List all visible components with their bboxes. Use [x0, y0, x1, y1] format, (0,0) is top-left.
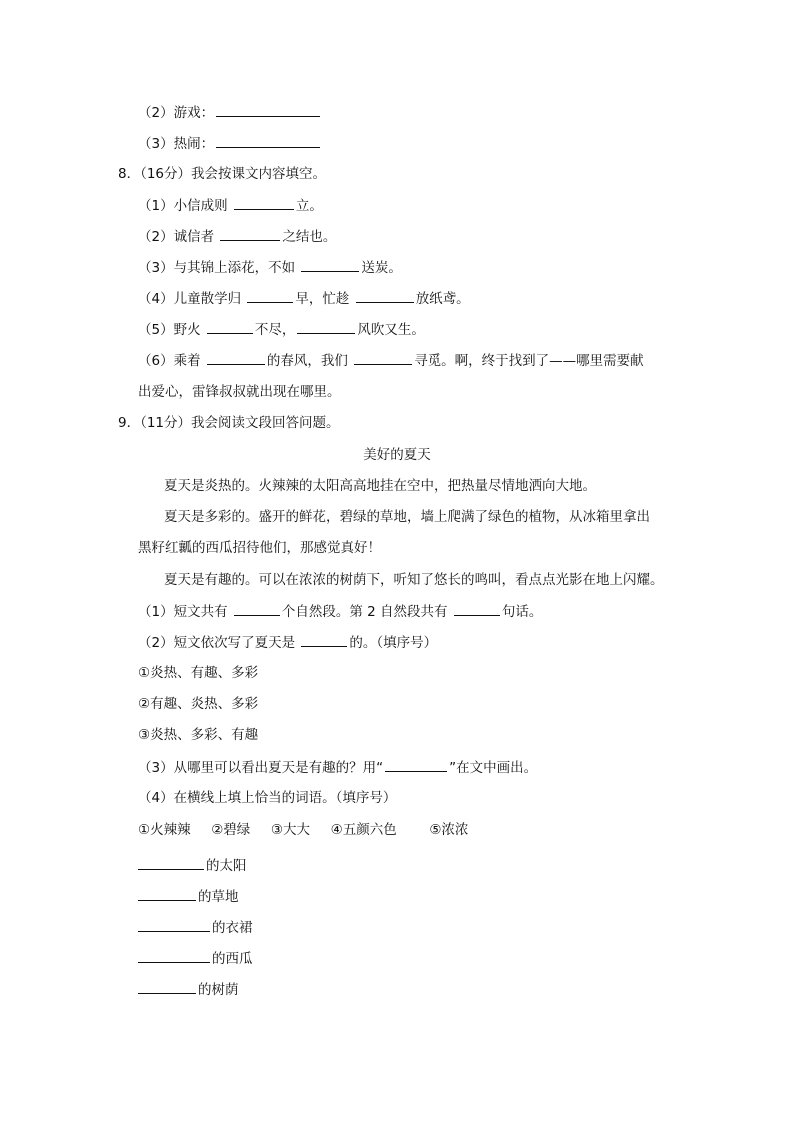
- q8-item-5-text-end: 风吹又生。: [357, 322, 425, 338]
- q9-sub-1: [138, 601, 542, 621]
- q8-item-3-text: （3）与其锦上添花，不如: [138, 260, 300, 276]
- fill-line-5-text: 的树荫: [198, 982, 239, 998]
- q9-header: 9．（11分）我会阅读文段回答问题。: [118, 415, 340, 431]
- word-option: ④五颜六色: [330, 822, 397, 838]
- answer-blank[interactable]: [301, 632, 347, 647]
- q8-item-2-text: （2）诚信者: [138, 229, 219, 245]
- answer-blank[interactable]: [216, 102, 320, 117]
- q8-item-2-text-end: 之结也。: [282, 229, 337, 245]
- answer-blank[interactable]: [297, 319, 355, 334]
- q7-item-2-label: （2）游戏：: [138, 105, 215, 121]
- answer-blank[interactable]: [207, 350, 265, 365]
- word-option: ②碧绿: [211, 822, 251, 838]
- option-2: ②有趣、炎热、多彩: [138, 696, 259, 712]
- answer-blank[interactable]: [138, 917, 210, 932]
- word-option: ①火辣辣: [138, 822, 191, 838]
- answer-blank[interactable]: [354, 350, 412, 365]
- q8-item-6-text-mid: 的春风，我们: [266, 353, 353, 369]
- q7-item-3-label: （3）热闹：: [138, 136, 215, 152]
- answer-blank[interactable]: [138, 855, 204, 870]
- q8-item-5-text-mid: 不尽，: [254, 322, 296, 338]
- answer-blank[interactable]: [138, 886, 196, 901]
- answer-blank[interactable]: [356, 288, 414, 303]
- q8-item-5-text: （5）野火: [138, 322, 205, 338]
- q8-item-1-text-end: 立。: [295, 198, 323, 214]
- q9-sub-1-text-mid: 个自然段。第 2 自然段共有: [281, 604, 452, 620]
- answer-blank[interactable]: [234, 195, 294, 210]
- option-3: ③炎热、多彩、有趣: [138, 727, 259, 743]
- answer-blank[interactable]: [454, 601, 500, 616]
- answer-blank[interactable]: [207, 319, 253, 334]
- q8-item-5: [138, 319, 425, 339]
- q7-item-2: [138, 102, 322, 122]
- answer-blank[interactable]: [138, 948, 210, 963]
- answer-blank[interactable]: [247, 288, 293, 303]
- q8-item-6: [138, 350, 644, 370]
- fill-line-5: [138, 979, 239, 999]
- q9-sub-1-text: （1）短文共有: [138, 604, 232, 620]
- answer-blank[interactable]: [220, 226, 280, 241]
- fill-line-4: [138, 948, 253, 968]
- passage-paragraph-3: 夏天是有趣的。可以在浓浓的树荫下，听知了悠长的鸣叫，看点点光影在地上闪耀。: [164, 572, 664, 588]
- q8-item-6-continued: 出爱心，雷锋叔叔就出现在哪里。: [138, 384, 341, 400]
- fill-line-3-text: 的衣裙: [212, 920, 253, 936]
- q9-sub-2-text: （2）短文依次写了夏天是: [138, 635, 300, 651]
- fill-line-4-text: 的西瓜: [212, 951, 253, 967]
- answer-blank[interactable]: [385, 757, 447, 772]
- passage-title: 美好的夏天: [363, 447, 431, 463]
- q8-item-1: [138, 195, 323, 215]
- word-bank: [138, 820, 468, 840]
- answer-blank[interactable]: [138, 979, 196, 994]
- q8-item-2: [138, 226, 336, 246]
- fill-line-1-text: 的太阳: [206, 858, 247, 874]
- q8-item-3: [138, 257, 402, 277]
- passage-paragraph-2: 夏天是多彩的。盛开的鲜花，碧绿的草地，墙上爬满了绿色的植物，从冰箱里拿出: [164, 509, 650, 525]
- q8-item-1-text: （1）小信成则: [138, 198, 232, 214]
- q7-item-3: [138, 133, 322, 153]
- q8-item-4-text-end: 放纸鸢。: [415, 291, 470, 307]
- passage-paragraph-2-continued: 黑籽红瓤的西瓜招待他们，那感觉真好！: [138, 540, 381, 556]
- q8-item-4-text-mid: 早，忙趁: [295, 291, 354, 307]
- q8-item-3-text-end: 送炭。: [361, 260, 402, 276]
- q9-sub-2: [138, 632, 437, 652]
- passage-paragraph-1: 夏天是炎热的。火辣辣的太阳高高地挂在空中，把热量尽情地洒向大地。: [164, 478, 596, 494]
- fill-line-2: [138, 886, 239, 906]
- q8-item-4-text: （4）儿童散学归: [138, 291, 246, 307]
- fill-line-3: [138, 917, 253, 937]
- fill-line-1: [138, 855, 247, 875]
- fill-line-2-text: 的草地: [198, 889, 239, 905]
- q9-sub-3-text: （3）从哪里可以看出夏天是有趣的？用“: [138, 760, 384, 776]
- q8-item-4: [138, 288, 470, 308]
- q9-sub-1-text-end: 句话。: [501, 604, 543, 620]
- word-option: ⑤浓浓: [429, 822, 469, 838]
- answer-blank[interactable]: [216, 133, 320, 148]
- q9-sub-3: [138, 757, 537, 777]
- q8-header: 8．（16分）我会按课文内容填空。: [118, 166, 327, 182]
- q9-sub-4: （4）在横线上填上恰当的词语。（填序号）: [138, 790, 397, 806]
- q9-sub-2-text-end: 的。（填序号）: [349, 635, 438, 651]
- answer-blank[interactable]: [234, 601, 280, 616]
- q8-item-6-text: （6）乘着: [138, 353, 205, 369]
- q9-sub-3-text-end: ”在文中画出。: [449, 760, 538, 776]
- word-option: ③大大: [270, 822, 311, 838]
- answer-blank[interactable]: [301, 257, 359, 272]
- option-1: ①炎热、有趣、多彩: [138, 665, 259, 681]
- q8-item-6-text-end: 寻觅。啊，终于找到了——哪里需要献: [414, 353, 644, 369]
